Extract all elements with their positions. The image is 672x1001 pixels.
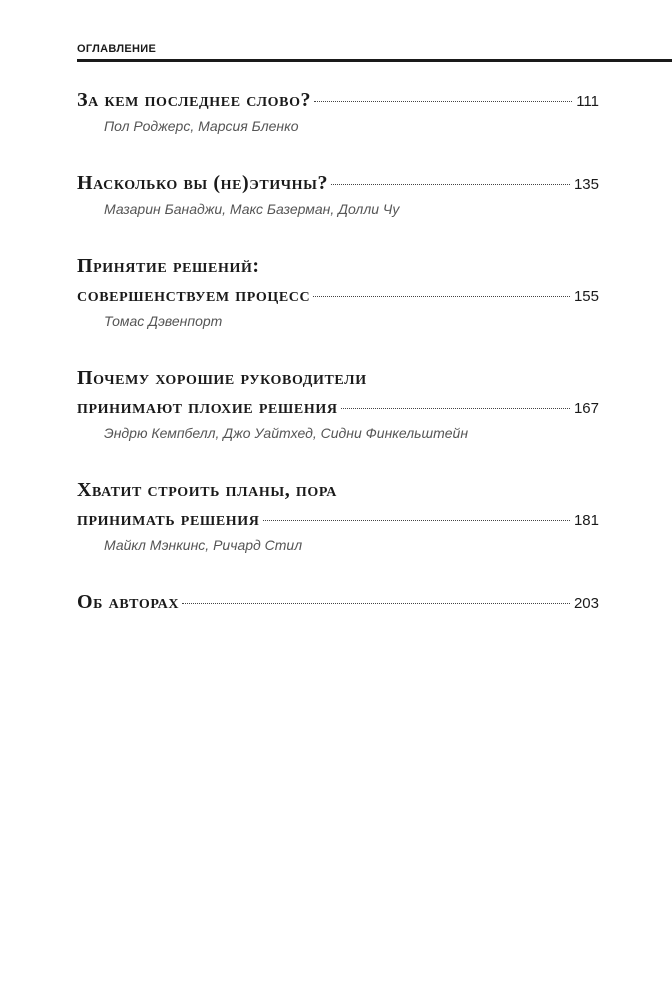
- toc-authors: Мазарин Банаджи, Макс Базерман, Долли Чу: [104, 201, 400, 217]
- toc-title-row: [77, 169, 599, 199]
- toc-title: За кем последнее слово?: [77, 89, 312, 111]
- toc-entry[interactable]: [77, 364, 599, 443]
- running-head: ОГЛАВЛЕНИЕ: [77, 43, 157, 55]
- toc-entry[interactable]: [77, 588, 599, 618]
- toc-page-number: 167: [573, 400, 599, 417]
- toc-entry[interactable]: [77, 476, 599, 555]
- toc-title-line-2: совершенствуем процесс: [77, 284, 311, 306]
- dot-leader: [263, 520, 570, 521]
- toc-authors: Майкл Мэнкинс, Ричард Стил: [104, 537, 303, 553]
- toc-page-number: 181: [573, 512, 599, 529]
- toc-title-row: [77, 588, 599, 618]
- dot-leader: [313, 296, 570, 297]
- toc-title: Насколько вы (не)этичны?: [77, 172, 329, 194]
- dot-leader: [314, 101, 572, 102]
- toc-authors: Пол Роджерс, Марсия Бленко: [104, 118, 299, 134]
- toc-page-number: 111: [576, 93, 599, 110]
- toc-title-row: [77, 281, 599, 311]
- toc-title-row: [77, 393, 599, 423]
- table-of-contents: [77, 86, 599, 651]
- toc-page-number: 135: [573, 176, 599, 193]
- toc-title: Об авторах: [77, 591, 180, 613]
- toc-entry[interactable]: [77, 169, 599, 219]
- dot-leader: [182, 603, 570, 604]
- toc-page-number: 203: [573, 595, 599, 612]
- toc-title-line-1: Почему хорошие руководители: [77, 367, 367, 389]
- header-rule: [77, 59, 672, 62]
- dot-leader: [341, 408, 570, 409]
- toc-authors: Томас Дэвенпорт: [104, 313, 223, 329]
- toc-title-line-1: Принятие решений:: [77, 255, 260, 277]
- toc-page-number: 155: [573, 288, 599, 305]
- toc-title-line-2: принимать решения: [77, 508, 260, 530]
- toc-title-row: [77, 86, 599, 116]
- toc-authors: Эндрю Кемпбелл, Джо Уайтхед, Сидни Финкельштейн: [104, 425, 469, 441]
- toc-entry[interactable]: [77, 86, 599, 136]
- toc-title-line-2: принимают плохие решения: [77, 396, 338, 418]
- toc-title-row: [77, 505, 599, 535]
- dot-leader: [331, 184, 570, 185]
- toc-entry[interactable]: [77, 252, 599, 331]
- toc-title-line-1: Хватит строить планы, пора: [77, 479, 337, 501]
